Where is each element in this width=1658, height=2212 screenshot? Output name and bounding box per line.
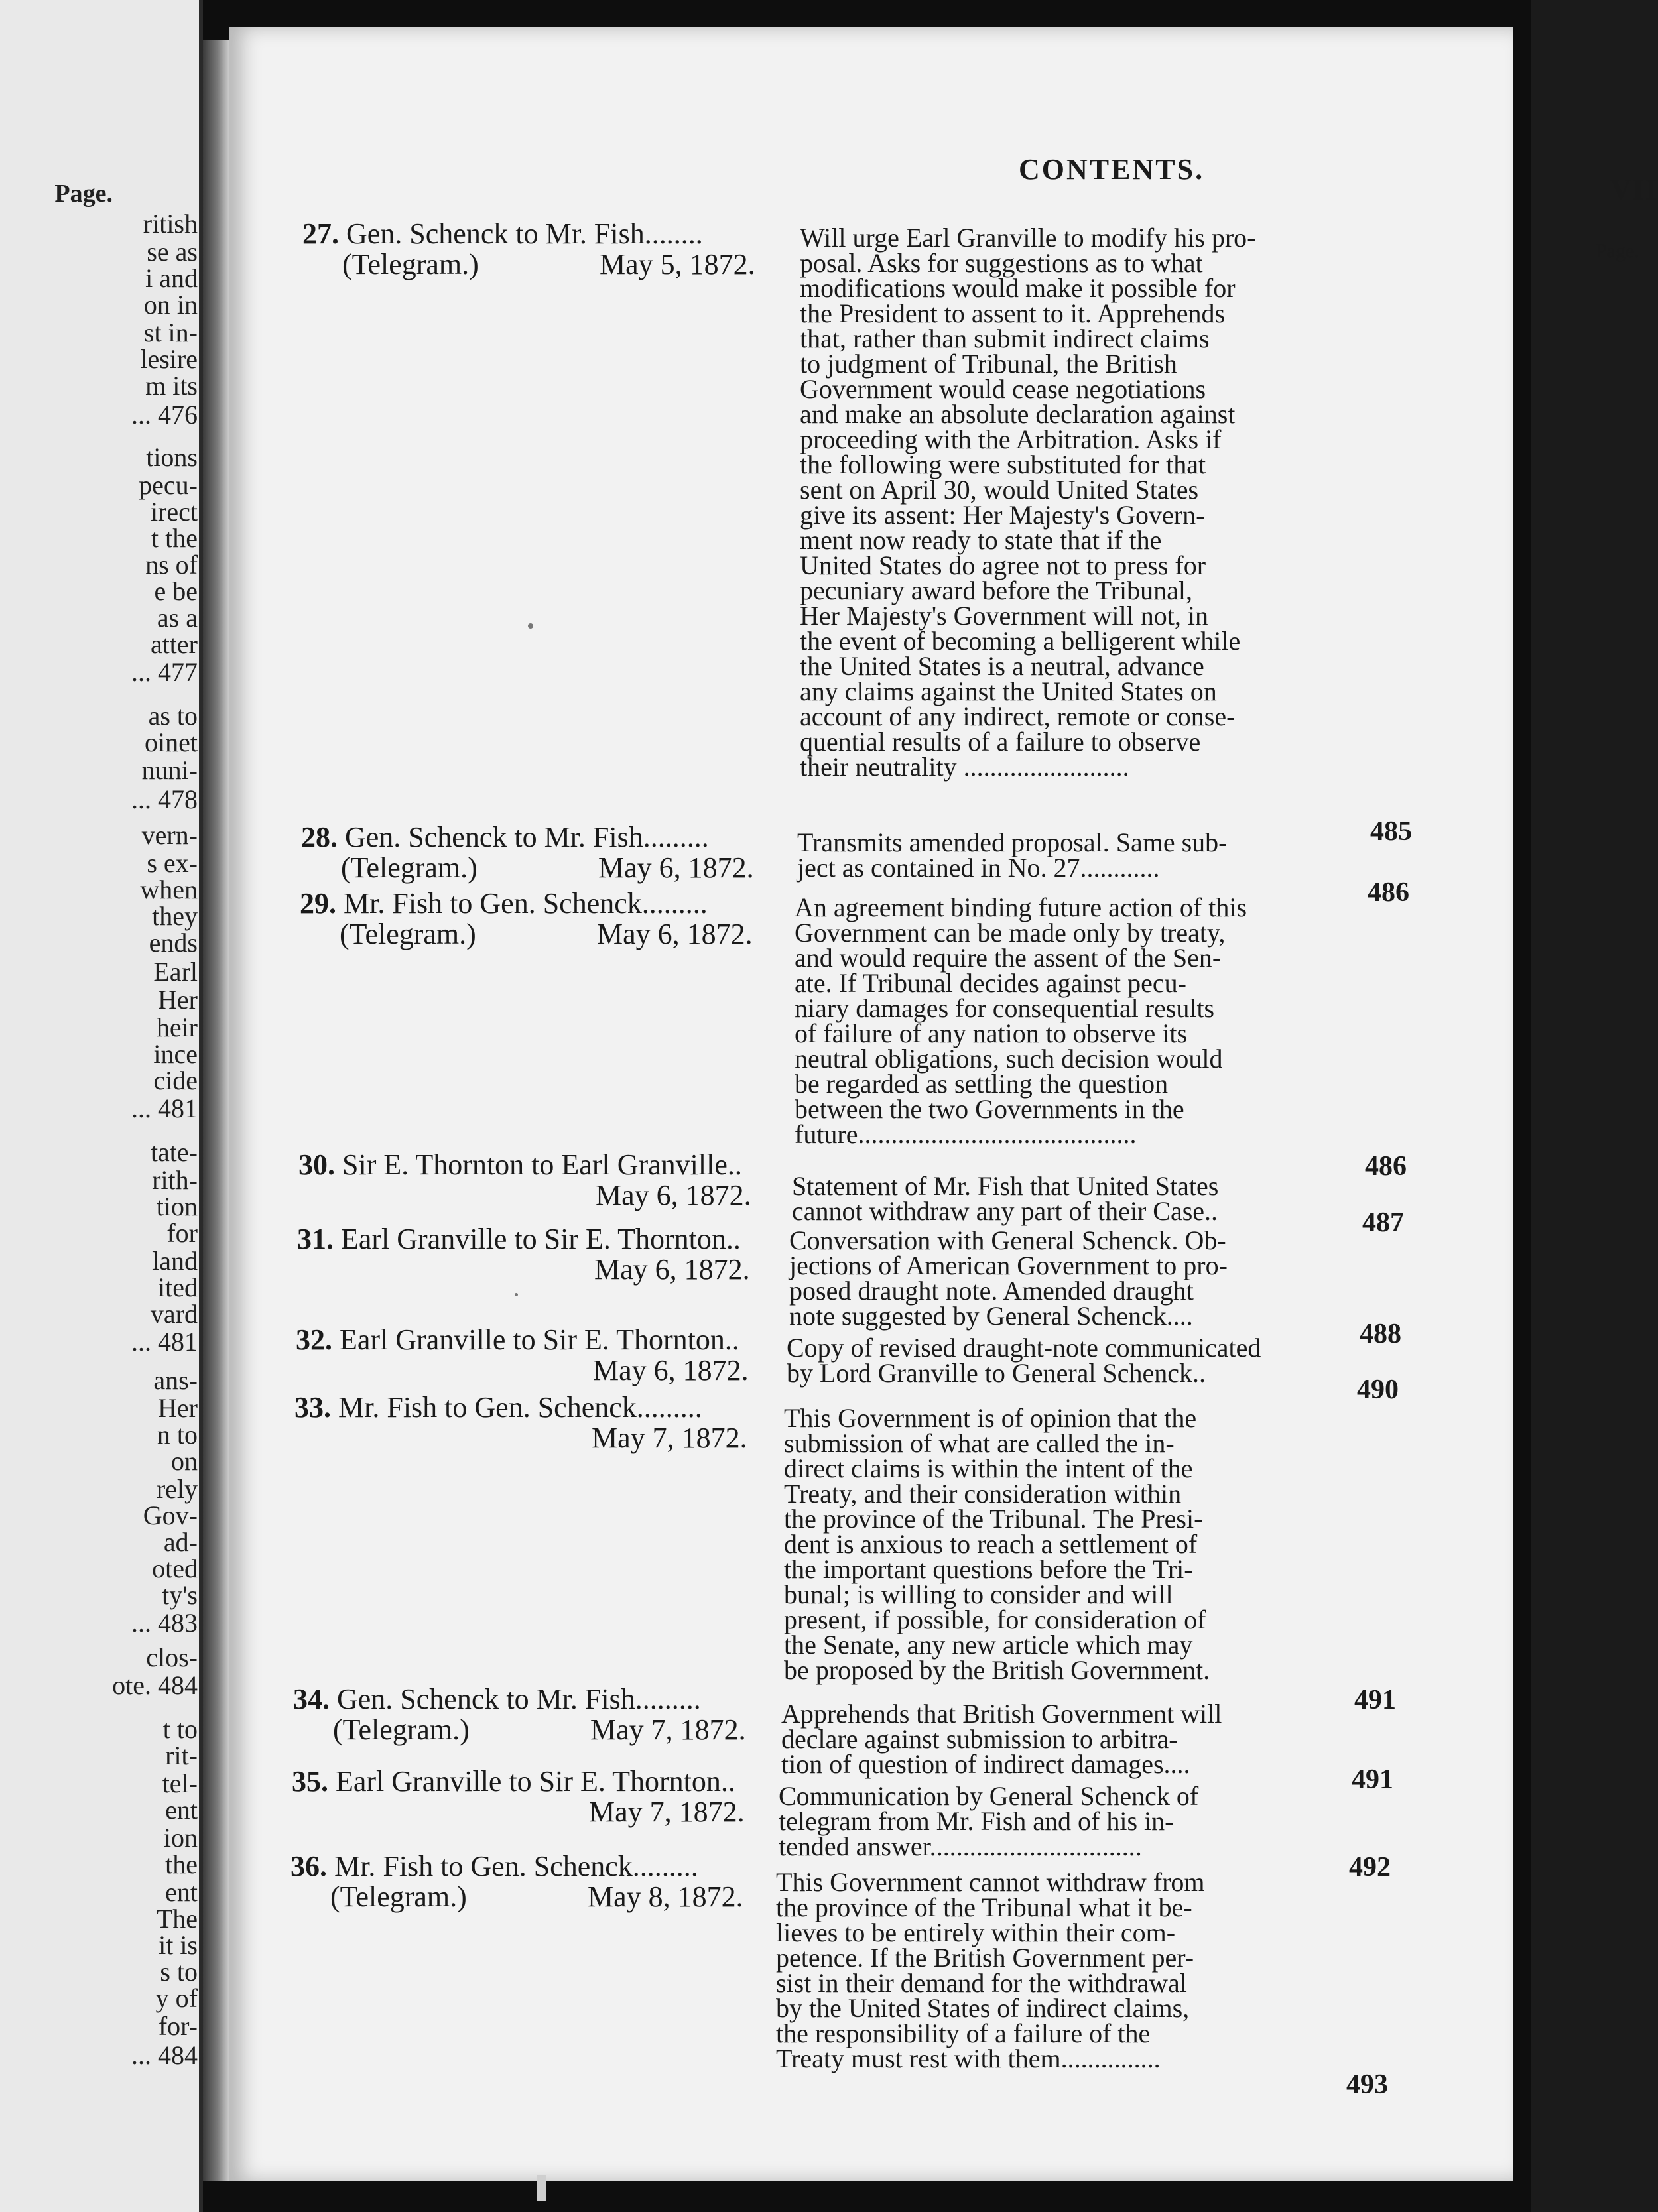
entry-date: May 6, 1872. xyxy=(593,1354,749,1386)
left-page-fragment: e be xyxy=(154,576,198,606)
left-page-fragment: atter xyxy=(150,629,198,659)
entry-page-number: 493 xyxy=(1346,2069,1388,2100)
entry-page-number: 492 xyxy=(1349,1852,1391,1882)
left-page-fragment: tions xyxy=(146,442,198,472)
left-page-fragment: ... 483 xyxy=(131,1608,198,1638)
left-page-fragment: lesire xyxy=(140,344,198,374)
left-page-fragment: the xyxy=(165,1849,198,1879)
entry-summary: Will urge Earl Granville to modify his pro- posal. Asks for suggestions as to what modifications would make it possible for the President to assent to it. Apprehends that, rather than submit indirect claims to judgment of Tribunal, the British Government would cease negotiations and make an absolute declaration against proceeding with the Arbitration. Asks if the following were substituted for that sent on April 30, would United States give its assent: Her Majesty's Govern- ment now ready to state that if the United States do agree not to press for pecuniary award before the Tribunal, Her Majesty's Government will not, in the event of becoming a belligerent while the United States is a neutral, advance any claims against the United States on account of any indirect, remote or conse- quential results of a failure to observe their neutrality ......................... xyxy=(800,223,1256,782)
left-page-fragment: t to xyxy=(162,1714,198,1744)
paper-speck xyxy=(515,1293,518,1296)
entry-summary: Communication by General Schenck of telegram from Mr. Fish and of his in- tended answer................................ xyxy=(779,1781,1199,1861)
entry-page-number: 491 xyxy=(1354,1685,1396,1715)
left-page-fragment: ince xyxy=(153,1039,198,1069)
left-page-fragment: ad- xyxy=(163,1527,198,1557)
entry-date: May 6, 1872. xyxy=(596,1179,751,1211)
left-page-fragment: y of xyxy=(155,1983,198,2013)
entry-telegram-note: (Telegram.) xyxy=(333,1713,470,1746)
entry-summary: An agreement binding future action of this Government can be made only by treaty, and would require the assent of the Sen- ate. If Tribunal decides against pecu- niary damages for consequential results of failure of any nation to observe its neutral obligations, such decision would be regarded as settling the question between the two Governments in the future.......................................... xyxy=(795,892,1247,1149)
entry-heading xyxy=(290,1850,743,1913)
left-page-fragment: Gov- xyxy=(143,1501,198,1530)
left-page-fragment: Her xyxy=(158,1393,198,1423)
entry-page-number: 487 xyxy=(1362,1207,1404,1238)
left-page-fragment: rely xyxy=(156,1474,198,1504)
left-page-fragment: ... 481 xyxy=(131,1093,198,1123)
left-page-fragment: on xyxy=(171,1446,198,1476)
left-page-fragment: clos- xyxy=(146,1642,198,1672)
left-page-fragment: when xyxy=(140,875,198,904)
entry-title: Earl Granville to Sir E. Thornton.. xyxy=(336,1765,735,1798)
entry-heading xyxy=(300,887,753,950)
left-page-fragment: tate- xyxy=(150,1137,198,1167)
left-page-fragment: ion xyxy=(163,1823,198,1853)
left-page-fragment: irect xyxy=(150,497,198,526)
left-page-fragment: ans- xyxy=(153,1365,198,1395)
entry-number: 29. xyxy=(300,887,336,920)
entry-heading xyxy=(297,1223,750,1286)
entry-heading xyxy=(296,1323,749,1386)
left-page-fragment: n to xyxy=(157,1420,198,1449)
entry-title: Mr. Fish to Gen. Schenck......... xyxy=(344,887,708,920)
left-page-fragment: they xyxy=(152,901,198,931)
entry-date: May 7, 1872. xyxy=(592,1422,747,1454)
entry-date: May 7, 1872. xyxy=(589,1796,745,1828)
entry-title: Earl Granville to Sir E. Thornton.. xyxy=(340,1323,739,1356)
left-page-fragment: ited xyxy=(158,1272,198,1302)
left-page-fragment: rit- xyxy=(165,1741,198,1770)
left-page-fragment: tion xyxy=(156,1192,198,1221)
left-page-fragment: s to xyxy=(160,1957,198,1987)
page-title: CONTENTS. xyxy=(1019,153,1205,186)
entry-heading xyxy=(292,1765,745,1828)
entry-date: May 6, 1872. xyxy=(594,1253,750,1286)
left-page-fragment: t the xyxy=(151,523,198,553)
left-page-fragment: for- xyxy=(158,2011,198,2041)
entry-summary: This Government cannot withdraw from the province of the Tribunal what it be- lieves to be entirely within their com- petence. If the British Government per- sist in their demand for the withdrawal by the United States of indirect claims, the responsibility of a failure of the Treaty must rest with them............... xyxy=(776,1867,1205,2073)
entry-page-number: 486 xyxy=(1368,877,1409,908)
left-page-fragment: ote. 484 xyxy=(112,1670,198,1700)
left-page-fragment: tel- xyxy=(162,1768,198,1798)
left-page-fragment: ritish xyxy=(143,209,198,239)
left-page-fragment: ... 476 xyxy=(131,400,198,430)
entry-page-number: 485 xyxy=(1370,816,1412,847)
left-page-fragment: ... 478 xyxy=(131,784,198,814)
entry-telegram-note: (Telegram.) xyxy=(340,918,476,950)
entry-number: 27. xyxy=(302,217,339,250)
left-page-fragment: heir xyxy=(156,1013,198,1042)
left-page-fragment: Her xyxy=(158,985,198,1014)
entry-title: Gen. Schenck to Mr. Fish........ xyxy=(346,217,703,250)
entry-page-number: 491 xyxy=(1352,1764,1393,1795)
left-page-edge xyxy=(0,0,203,2212)
entry-page-number: 486 xyxy=(1365,1151,1407,1182)
entry-number: 35. xyxy=(292,1765,328,1798)
entry-number: 34. xyxy=(293,1683,330,1715)
entry-title: Sir E. Thornton to Earl Granville.. xyxy=(342,1148,742,1181)
contents-page xyxy=(229,27,1658,2181)
left-page-fragment: cide xyxy=(153,1066,198,1095)
left-page-fragment: it is xyxy=(159,1930,198,1960)
left-page-fragment: rith- xyxy=(152,1165,198,1195)
entry-number: 31. xyxy=(297,1223,334,1255)
entry-title: Mr. Fish to Gen. Schenck......... xyxy=(338,1391,702,1424)
left-page-fragment: m its xyxy=(145,371,198,400)
entry-summary: Apprehends that British Government will declare against submission to arbitra- tion of question of indirect damages.... xyxy=(781,1699,1222,1779)
entry-date: May 7, 1872. xyxy=(590,1713,746,1746)
left-page-fragment: s ex- xyxy=(147,848,198,878)
left-page-fragment: ent xyxy=(165,1877,198,1907)
left-page-fragment: pecu- xyxy=(139,470,198,500)
left-page-label: Page. xyxy=(54,180,113,208)
left-page-fragment: vern- xyxy=(141,820,198,850)
entry-summary: Copy of revised draught-note communicated by Lord Granville to General Schenck.. xyxy=(787,1333,1261,1388)
left-page-fragment: ... 481 xyxy=(131,1327,198,1357)
left-page-fragment: land xyxy=(152,1246,198,1276)
left-page-fragment: as to xyxy=(148,701,198,731)
book-gutter xyxy=(203,40,229,2181)
entry-number: 33. xyxy=(294,1391,331,1424)
entry-page-number: 488 xyxy=(1360,1319,1401,1349)
left-page-fragment: ... 484 xyxy=(131,2040,198,2070)
entry-title: Earl Granville to Sir E. Thornton.. xyxy=(341,1223,741,1255)
left-page-fragment: ... 477 xyxy=(131,657,198,687)
entry-number: 30. xyxy=(298,1148,335,1181)
left-page-fragment: ns of xyxy=(145,550,198,580)
left-page-fragment: as a xyxy=(157,603,198,633)
left-page-fragment: ty's xyxy=(162,1580,198,1610)
entry-heading xyxy=(302,217,755,280)
left-page-fragment: for xyxy=(166,1218,198,1248)
entry-page-number: 490 xyxy=(1357,1375,1399,1405)
left-page-fragment: nuni- xyxy=(141,755,198,785)
entry-title: Mr. Fish to Gen. Schenck......... xyxy=(334,1850,698,1882)
page-roman-number: VII xyxy=(1610,173,1658,206)
entry-heading xyxy=(301,821,754,884)
entry-date: May 6, 1872. xyxy=(598,851,754,884)
left-page-fragment: Earl xyxy=(153,957,198,987)
entry-title: Gen. Schenck to Mr. Fish......... xyxy=(345,821,709,853)
entry-heading xyxy=(293,1683,746,1746)
entry-telegram-note: (Telegram.) xyxy=(342,248,479,280)
left-page-fragment: st in- xyxy=(143,318,198,347)
entry-title: Gen. Schenck to Mr. Fish......... xyxy=(337,1683,701,1715)
left-page-fragment: oinet xyxy=(145,727,198,757)
left-page-fragment: ent xyxy=(165,1795,198,1825)
entry-date: May 8, 1872. xyxy=(588,1880,743,1913)
entry-summary: This Government is of opinion that the submission of what are called the in- direct claims is within the intent of the Treaty, and their consideration within the province of the Tribunal. The Presi- dent is anxious to reach a settlement of the important questions before the Tri- bunal; is willing to consider and will present, if possible, for consideration of the Senate, any new article which may be proposed by the British Government. xyxy=(784,1403,1210,1685)
entry-summary: Transmits amended proposal. Same sub- ject as contained in No. 27............ xyxy=(797,828,1228,883)
left-page-fragment: vard xyxy=(150,1299,198,1329)
left-page-fragment: on in xyxy=(143,290,198,320)
entry-telegram-note: (Telegram.) xyxy=(330,1880,467,1913)
page-column-label: Page. xyxy=(1596,240,1639,262)
entry-number: 36. xyxy=(290,1850,327,1882)
left-page-fragment: se as xyxy=(147,237,198,267)
left-page-fragment: ends xyxy=(149,928,198,957)
entry-number: 32. xyxy=(296,1323,332,1356)
left-page-fragment: oted xyxy=(152,1554,198,1583)
left-page-fragment: i and xyxy=(145,263,198,293)
entry-heading xyxy=(298,1148,751,1211)
paper-speck xyxy=(528,623,533,629)
entry-summary: Conversation with General Schenck. Ob- jections of American Government to pro- posed draught note. Amended draught note suggested by General Schenck.... xyxy=(789,1225,1228,1331)
scan-edge-mark xyxy=(537,2175,546,2201)
entry-date: May 6, 1872. xyxy=(597,918,753,950)
entry-heading xyxy=(294,1391,747,1454)
entry-date: May 5, 1872. xyxy=(600,248,755,280)
entry-summary: Statement of Mr. Fish that United States cannot withdraw any part of their Case.. xyxy=(792,1171,1219,1226)
entry-telegram-note: (Telegram.) xyxy=(341,851,478,884)
entry-number: 28. xyxy=(301,821,338,853)
left-page-fragment: The xyxy=(156,1904,198,1934)
